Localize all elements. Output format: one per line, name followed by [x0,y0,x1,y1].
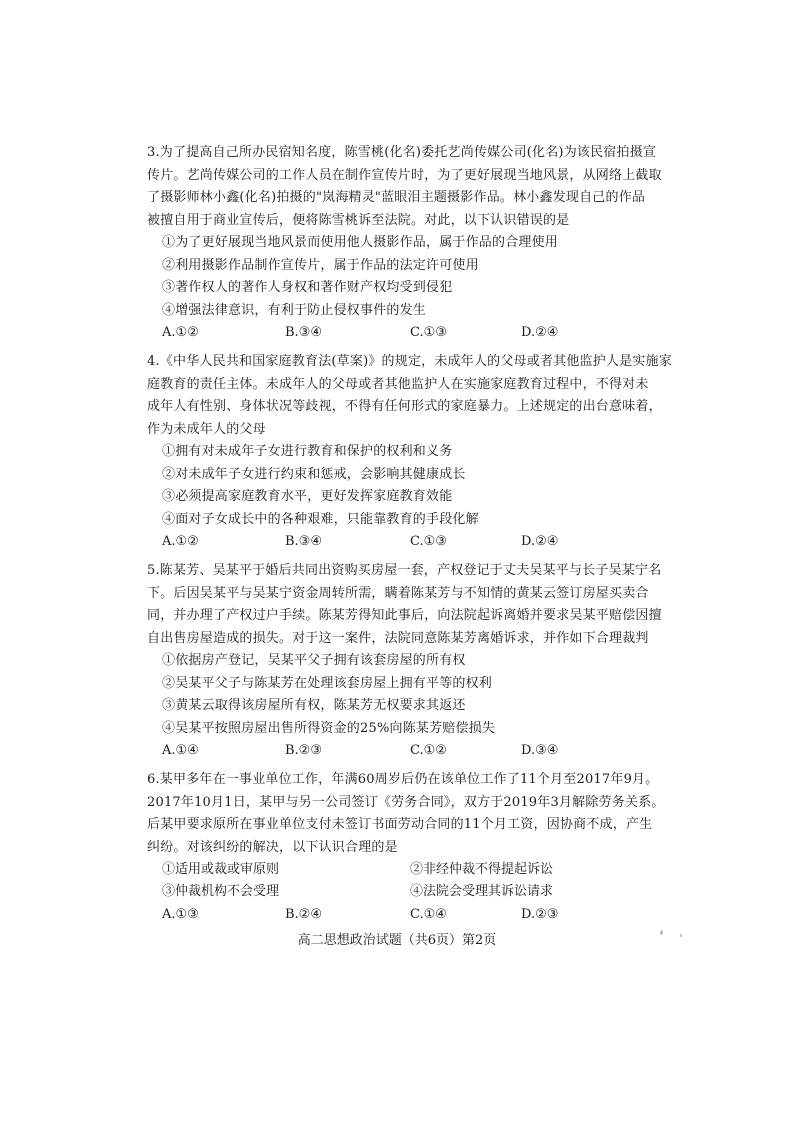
question-6-option-a: A.①③ [162,907,199,922]
question-3-option-a: A.①② [162,325,199,340]
question-3-stem-line: 被擅自用于商业宣传后，便将陈雪桃诉至法院。对此，以下认识错误的是 [147,213,570,228]
question-3-option-b: B.③④ [285,325,322,340]
question-3-stem-line: 传片。艺尚传媒公司的工作人员在制作宣传片时，为了更好展现当地风景，从网络上截取 [147,168,662,183]
question-4-option-c: C.①③ [410,534,447,549]
question-5-statement-1: ①依据房产登记，吴某平父子拥有该套房屋的所有权 [162,653,466,668]
question-4-option-a: A.①② [162,534,199,549]
question-5-statement-2: ②吴某平父子与陈某芳在处理该套房屋上拥有平等的权利 [162,676,493,691]
question-5-stem-line: 自出售房屋造成的损失。对于这一案件，法院同意陈某芳离婚诉求，并作如下合理裁判 [147,631,649,646]
question-6-stem-line: 6.某甲多年在一事业单位工作，年满60周岁后仍在该单位工作了11个月至2017年9月。 [147,772,659,787]
question-5-statement-3: ③黄某云取得该房屋所有权，陈某芳无权要求其返还 [162,698,466,713]
question-6-option-d: D.②③ [521,907,559,922]
question-5-stem-line: 5.陈某芳、吴某平于婚后共同出资购买房屋一套，产权登记于丈夫吴某平与长子吴某宁名 [147,563,662,578]
question-6-statement-2: ②非经仲裁不得提起诉讼 [410,862,554,877]
question-4-statement-1: ①拥有对未成年子女进行教育和保护的权利和义务 [162,444,453,459]
question-3-stem-line: 3.为了提高自己所办民宿知名度，陈雪桃(化名)委托艺尚传媒公司(化名)为该民宿拍摄宣 [147,145,657,160]
question-4-option-d: D.②④ [521,534,559,549]
question-4-stem-line: 4.《中华人民共和国家庭教育法(草案)》的规定，未成年人的父母或者其他监护人是实施家 [147,354,672,369]
question-3-statement-4: ④增强法律意识，有利于防止侵权事件的发生 [162,303,427,318]
question-6-stem-line: 纠纷。对该纠纷的解决，以下认识合理的是 [147,840,398,855]
question-3-statement-2: ②利用摄影作品制作宣传片，属于作品的法定许可使用 [162,258,479,273]
question-5-option-b: B.②③ [285,743,322,758]
question-5-option-a: A.①④ [162,743,199,758]
question-3-option-c: C.①③ [410,325,447,340]
question-6-stem-line: 2017年10月1日，某甲与另一公司签订《劳务合同》，双方于2019年3月解除劳务关系。 [147,795,665,810]
question-6-option-b: B.②④ [285,907,322,922]
page-footer: 高二思想政治试题（共6页）第2页 [297,933,497,948]
question-4-option-b: B.③④ [285,534,322,549]
question-3-stem-line: 了摄影师林小鑫(化名)拍摄的"岚海精灵"蓝眼泪主题摄影作品。林小鑫发现自己的作品 [147,190,646,205]
question-6-statement-1: ①适用或裁或审原则 [162,862,280,877]
question-4-statement-4: ④面对子女成长中的各种艰难，只能靠教育的手段化解 [162,512,479,527]
question-6-statement-3: ③仲裁机构不会受理 [162,884,280,899]
question-6-stem-line: 后某甲要求原所在事业单位支付未签订书面劳动合同的11个月工资，因协商不成，产生 [147,817,653,832]
scan-speck [660,930,663,935]
question-5-statement-4: ④吴某平按照房屋出售所得资金的25%向陈某芳赔偿损失 [162,721,496,736]
question-6-statement-4: ④法院会受理其诉讼请求 [410,884,554,899]
question-3-option-d: D.②④ [521,325,559,340]
question-3-statement-3: ③著作权人的著作人身权和著作财产权均受到侵犯 [162,280,453,295]
question-4-statement-3: ③必须提高家庭教育水平，更好发挥家庭教育效能 [162,489,453,504]
question-5-stem-line: 下。后因吴某平与吴某宁资金周转所需，瞒着陈某芳与不知情的黄某云签订房屋买卖合 [147,586,649,601]
question-4-stem-line: 作为未成年人的父母 [147,422,266,437]
question-5-option-d: D.③④ [521,743,559,758]
question-5-option-c: C.①② [410,743,447,758]
question-6-option-c: C.①④ [410,907,447,922]
question-5-stem-line: 同，并办理了产权过户手续。陈某芳得知此事后，向法院起诉离婚并要求吴某平赔偿因擅 [147,608,662,623]
question-4-stem-line: 庭教育的责任主体。未成年人的父母或者其他监护人在实施家庭教育过程中，不得对未 [147,377,649,392]
scan-speck [680,934,682,937]
question-4-stem-line: 成年人有性别、身体状况等歧视，不得有任何形式的家庭暴力。上述规定的出台意味着， [147,399,662,414]
question-4-statement-2: ②对未成年子女进行约束和惩戒，会影响其健康成长 [162,467,466,482]
question-3-statement-1: ①为了更好展现当地风景而使用他人摄影作品，属于作品的合理使用 [162,235,559,250]
